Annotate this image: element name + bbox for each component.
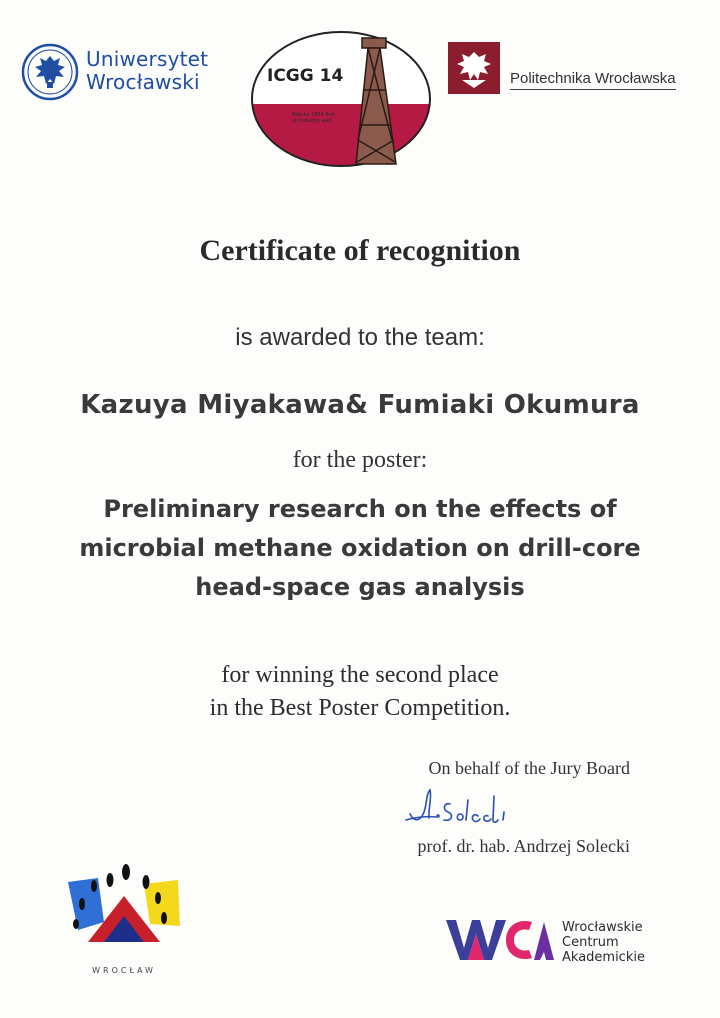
oil-derrick-icon xyxy=(250,30,432,168)
certificate-title: Certificate of recognition xyxy=(199,234,521,267)
university-name-line1: Uniwersytet xyxy=(86,47,209,71)
wca-logo xyxy=(444,912,684,972)
icgg-caption: Bóbrka 1854 first oil industry well xyxy=(292,112,336,124)
icgg-title: ICGG 14 xyxy=(267,66,344,86)
team-names: Kazuya Miyakawa& Fumiaki Okumura xyxy=(80,390,640,420)
university-eagle-emblem-icon xyxy=(20,42,80,102)
uniwersytet-wroclawski-logo xyxy=(20,42,220,102)
wroclaw-city-logo xyxy=(64,862,184,982)
poster-title: Preliminary research on the effects of microbial methane oxidation on drill-core head-space gas analysis xyxy=(79,495,641,601)
wca-name xyxy=(562,920,645,965)
for-poster-line: for the poster: xyxy=(292,447,428,473)
icgg-14-logo xyxy=(250,30,432,168)
handwritten-signature xyxy=(398,784,518,834)
politechnika-wroclawska-logo xyxy=(448,42,698,98)
signer-name: prof. dr. hab. Andrzej Solecki xyxy=(417,836,630,856)
pwr-eagle-shield-icon xyxy=(448,42,504,94)
on-behalf-line: On behalf of the Jury Board xyxy=(428,758,630,778)
university-name-line2: Wrocławski xyxy=(86,70,200,94)
wroclaw-label: WROCŁAW xyxy=(92,966,156,975)
wca-line2: Centrum xyxy=(562,935,619,950)
wca-line3: Akademickie xyxy=(562,950,645,965)
winning-line-1: for winning the second place xyxy=(221,662,499,688)
awarded-line: is awarded to the team: xyxy=(235,324,485,351)
wroclaw-colorful-emblem-icon xyxy=(64,862,184,966)
university-name xyxy=(86,48,208,94)
wca-letters-icon xyxy=(444,912,554,962)
wca-line1: Wrocławskie xyxy=(562,920,643,935)
winning-line-2: in the Best Poster Competition. xyxy=(209,695,511,721)
pwr-name: Politechnika Wrocławska xyxy=(510,70,676,90)
